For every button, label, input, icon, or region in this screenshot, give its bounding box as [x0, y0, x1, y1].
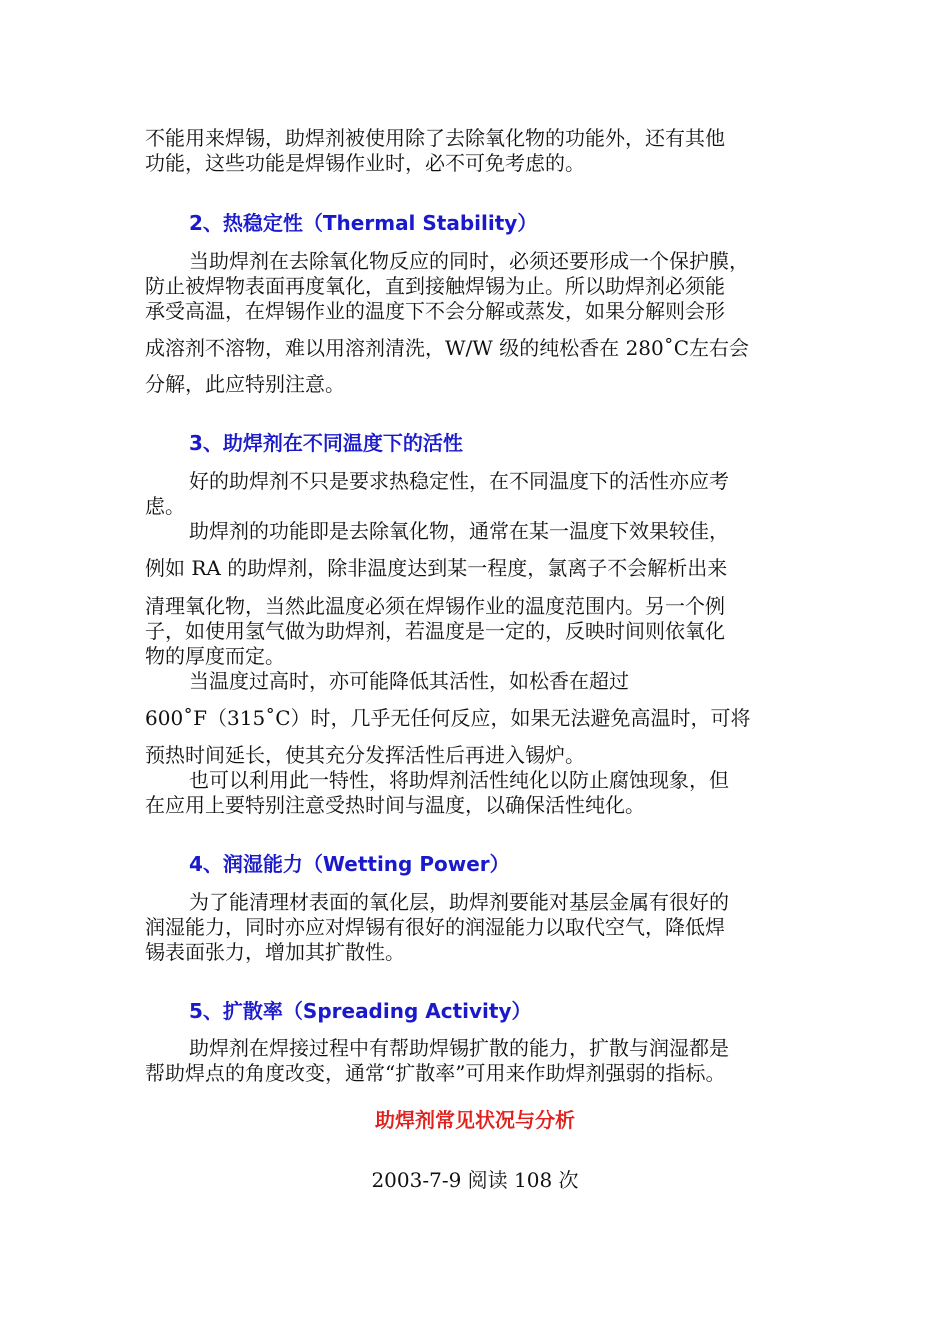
section-3-line-12: 在应用上要特别注意受热时间与温度，以确保活性纯化。 [145, 793, 645, 817]
section-3-line-8: 当温度过高时，亦可能降低其活性，如松香在超过 [189, 669, 629, 693]
section-2-line-1: 当助焊剂在去除氧化物反应的同时，必须还要形成一个保护膜， [189, 249, 749, 273]
intro-line-2: 功能，这些功能是焊锡作业时，必不可免考虑的。 [145, 151, 585, 175]
section-4-line-3: 锡表面张力，增加其扩散性。 [145, 940, 405, 964]
section-5-line-1: 助焊剂在焊接过程中有帮助焊锡扩散的能力，扩散与润湿都是 [189, 1036, 729, 1060]
article-date-line: 2003-7-9 阅读 108 次 [371, 1168, 579, 1192]
section-2-line-3: 承受高温，在焊锡作业的温度下不会分解或蒸发，如果分解则会形 [145, 299, 725, 323]
section-3-line-11: 也可以利用此一特性，将助焊剂活性纯化以防止腐蚀现象，但 [189, 768, 729, 792]
section-2-heading: 2、热稳定性（Thermal Stability） [189, 211, 538, 235]
section-3-line-3: 助焊剂的功能即是去除氧化物，通常在某一温度下效果较佳， [189, 519, 729, 543]
section-5-heading: 5、扩散率（Spreading Activity） [189, 999, 532, 1023]
section-4-heading: 4、润湿能力（Wetting Power） [189, 852, 510, 876]
section-4-line-1: 为了能清理材表面的氧化层，助焊剂要能对基层金属有很好的 [189, 890, 729, 914]
section-3-line-10: 预热时间延长，使其充分发挥活性后再进入锡炉。 [145, 743, 585, 767]
section-3-line-4: 例如 RA 的助焊剂，除非温度达到某一程度，氯离子不会解析出来 [145, 556, 728, 580]
section-2-line-2: 防止被焊物表面再度氧化，直到接触焊锡为止。所以助焊剂必须能 [145, 274, 725, 298]
section-3-line-1: 好的助焊剂不只是要求热稳定性，在不同温度下的活性亦应考 [189, 469, 729, 493]
section-2-line-4: 成溶剂不溶物，难以用溶剂清洗，W/W 级的纯松香在 280˚C左右会 [145, 336, 750, 360]
section-3-heading: 3、助焊剂在不同温度下的活性 [189, 431, 463, 455]
section-4-line-2: 润湿能力，同时亦应对焊锡有很好的润湿能力以取代空气，降低焊 [145, 915, 725, 939]
intro-line-1: 不能用来焊锡，助焊剂被使用除了去除氧化物的功能外，还有其他 [145, 126, 725, 150]
section-3-line-6: 子，如使用氢气做为助焊剂，若温度是一定的，反映时间则依氧化 [145, 619, 725, 643]
section-3-line-9: 600˚F（315˚C）时，几乎无任何反应，如果无法避免高温时，可将 [145, 706, 751, 730]
section-3-line-2: 虑。 [145, 494, 185, 518]
section-3-line-7: 物的厚度而定。 [145, 644, 285, 668]
section-5-line-2: 帮助焊点的角度改变，通常“扩散率”可用来作助焊剂强弱的指标。 [145, 1061, 726, 1085]
article-title: 助焊剂常见状况与分析 [375, 1108, 575, 1132]
section-3-line-5: 清理氧化物，当然此温度必须在焊锡作业的温度范围内。另一个例 [145, 594, 725, 618]
section-2-line-5: 分解，此应特别注意。 [145, 372, 345, 396]
